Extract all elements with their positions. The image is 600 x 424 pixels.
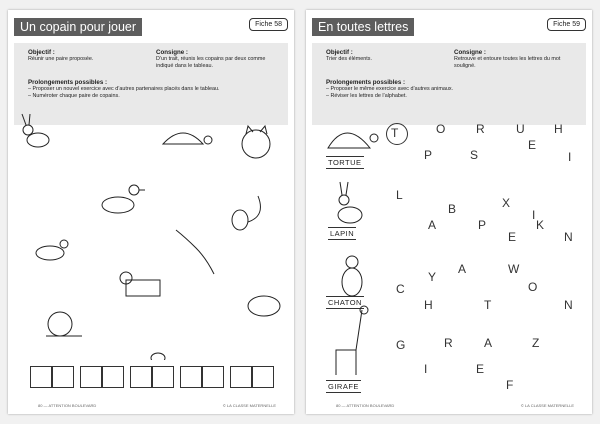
letter: N — [564, 230, 573, 244]
footer-right: © LA CLASSE MATERNELLE — [222, 403, 276, 408]
letter: A — [458, 262, 467, 276]
dog-icon — [252, 366, 274, 388]
bird-icon — [80, 366, 102, 388]
snake-icon — [102, 366, 124, 388]
rabbit-icon — [22, 114, 49, 147]
letter: U — [516, 122, 525, 136]
prolongements-block: Prolongements possibles : – Proposer un nouvel exercice avec d’autres partenaires placés dans le tableau. – Numéroter chaque paire de copains. — [28, 79, 220, 99]
letter: A — [484, 336, 493, 350]
letter: N — [564, 298, 573, 312]
footer-left: 80 — ATTENTION BOULEVARD — [38, 403, 97, 408]
letter: T — [484, 298, 492, 312]
word-label: CHATON — [328, 298, 362, 307]
giraffe-icon — [336, 306, 368, 375]
snake-icon — [176, 230, 214, 274]
letter: H — [424, 298, 433, 312]
letter: K — [536, 218, 545, 232]
word-label: LAPIN — [330, 229, 355, 238]
letter: Z — [532, 336, 540, 350]
word-label: GIRAFE — [328, 382, 359, 391]
letter: B — [448, 202, 457, 216]
letter: T — [391, 126, 399, 140]
letter: C — [396, 282, 405, 296]
consigne-block: Consigne : Retrouve et entoure toutes les lettres du mot souligné. — [454, 49, 561, 69]
letter: I — [424, 362, 428, 376]
letter: I — [568, 150, 572, 164]
turtle-icon — [328, 133, 378, 148]
letter: P — [478, 218, 487, 232]
letter: H — [554, 122, 563, 136]
fiche-number: Fiche 58 — [249, 18, 288, 31]
letter: A — [428, 218, 437, 232]
objectif-block: Objectif : Réunir une paire proposée. — [28, 49, 94, 62]
hedgehog-icon — [248, 296, 280, 316]
dog-icon — [120, 272, 160, 296]
fiche-number: Fiche 59 — [547, 18, 586, 31]
bee-icon — [152, 366, 174, 388]
turtle-icon — [52, 366, 74, 388]
letter: G — [396, 338, 406, 352]
letter: W — [508, 262, 520, 276]
snail-icon — [46, 312, 82, 336]
letter: X — [502, 196, 511, 210]
worksheet-page-left — [8, 10, 294, 414]
rabbit-icon — [338, 182, 362, 223]
page-title: Un copain pour jouer — [14, 18, 142, 36]
letter: Y — [428, 270, 437, 284]
cat-icon — [242, 126, 270, 158]
consigne-block: Consigne : D’un trait, réunis les copains par deux comme indiqué dans le tableau. — [156, 49, 266, 69]
letter: O — [436, 122, 446, 136]
letter: F — [506, 378, 514, 392]
animal-drawings — [306, 10, 399, 410]
letter: I — [532, 208, 536, 222]
page-title: En toutes lettres — [312, 18, 414, 36]
cat-icon — [230, 366, 252, 388]
squirrel-icon — [232, 196, 260, 230]
letter: P — [424, 148, 433, 162]
hedgehog-icon — [202, 366, 224, 388]
duck-icon — [130, 366, 152, 388]
word-label: TORTUE — [328, 158, 362, 167]
squirrel-icon — [180, 366, 202, 388]
turtle-icon — [163, 133, 212, 144]
cat-icon — [342, 256, 362, 296]
animal-drawings — [8, 110, 294, 360]
footer-left: 80 — ATTENTION BOULEVARD — [336, 403, 395, 408]
duck-icon — [102, 185, 145, 213]
footer-right: © LA CLASSE MATERNELLE — [520, 403, 574, 408]
letter: L — [396, 188, 403, 202]
letter: S — [470, 148, 479, 162]
rabbit-icon — [30, 366, 52, 388]
letter: E — [508, 230, 517, 244]
letter: O — [528, 280, 538, 294]
letter: R — [476, 122, 485, 136]
bird-icon — [36, 240, 68, 260]
letter: E — [528, 138, 537, 152]
bee-icon — [151, 353, 165, 360]
letter: R — [444, 336, 453, 350]
letter: E — [476, 362, 485, 376]
objectif-block: Objectif : Trier des éléments. — [326, 49, 372, 62]
prolongements-block: Prolongements possibles : – Proposer le même exercice avec d’autres animaux. – Réviser les lettres de l’alphabet. — [326, 79, 454, 99]
pairs-table — [30, 366, 272, 392]
worksheet-page-right — [306, 10, 592, 414]
